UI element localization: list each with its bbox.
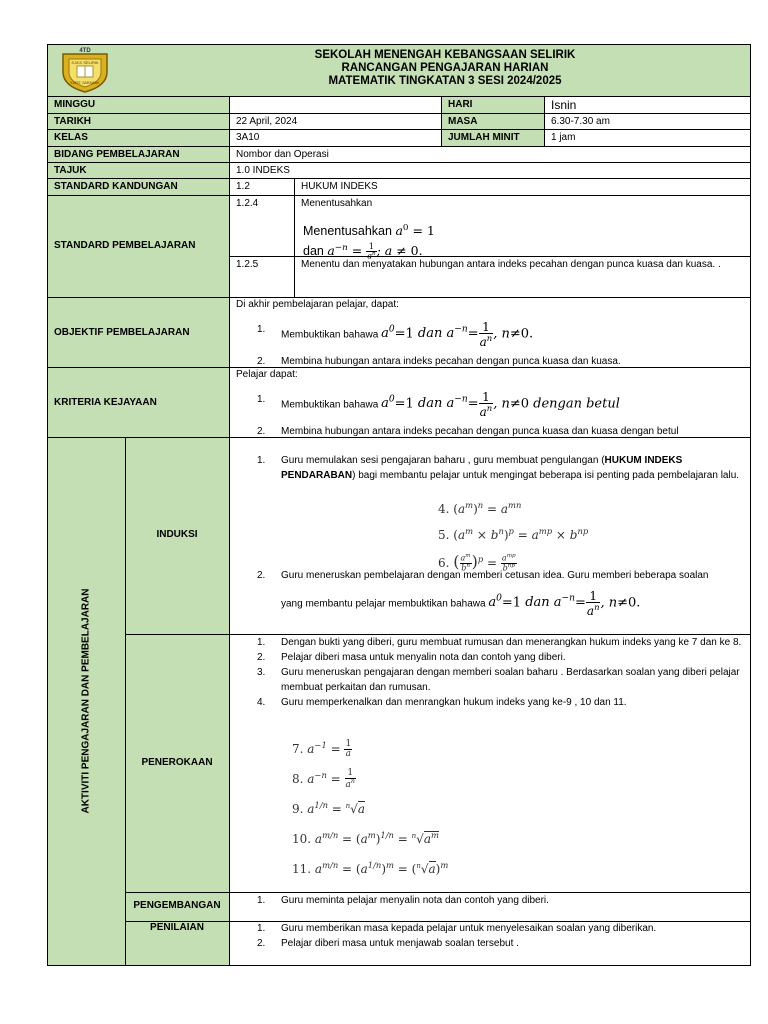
sp-formula-dan: dan [303,244,324,259]
penerokaan-list [233,635,745,710]
induksi-item-2: 2. Guru meneruskan pembelajaran dengan memberi cetusan idea. Guru memberi beberapa soalan [257,570,709,581]
penilaian-item: 2. Pelajar diberi masa untuk menjawab soalan tersebut . [257,938,519,949]
penerokaan-label: PENEROKAAN [141,757,213,768]
kelas-value: 3A10 [236,132,260,143]
header-line-2: RANCANGAN PENGAJARAN HARIAN [341,62,549,74]
masa-label: MASA [448,116,478,127]
induksi-content [233,453,748,483]
induksi-formulas: 4. $(a^m)^n = a^{mn}$ 5. $(a^m \times b^n)^p = a^{mp} \times b^{np}$ 6. ( $\frac{a^m}{b^n}$ )$^p$ = $\frac{a^{mp}}{b^{np}}$ [438,500,589,573]
penilaian-item: 1. Guru memberikan masa kepada pelajar untuk menyelesaikan soalan yang diberikan. [257,923,657,934]
induksi-content-2 [233,568,748,620]
kelas-label: KELAS [54,132,88,143]
standard-kandungan-code: 1.2 [236,181,250,192]
tarikh-value: 22 April, 2024 [236,116,298,127]
aktiviti-side-label: AKTIVITI PENGAJARAN DAN PEMBELAJARAN [80,588,92,814]
objektif-intro: Di akhir pembelajaran pelajar, dapat: [236,299,399,310]
kriteria-intro: Pelajar dapat: [236,369,298,380]
minggu-label: MINGGU [54,99,96,110]
kriteria-item-1: 1. Membuktikan bahawa $a^0=1$ dan $a^{-n}=$ $\frac{1}{a^n}$ , n≠0 dengan betul [257,390,620,420]
sp-formula-word: Menentusahkan [303,224,392,239]
pengembangan-list [233,893,745,908]
aktiviti-side-cell [48,437,124,965]
sp-text-2: Menentu dan menyatakan hubungan antara indeks pecahan dengan punca kuasa dan kuasa. . [301,259,721,270]
jumlah-minit-label: JUMLAH MINIT [448,132,520,143]
minggu-value [230,97,242,101]
penerokaan-item: 3. Guru meneruskan pengajaran dengan memberi soalan baharu . Berdasarkan soalan yang diberi pelajar membuat perkaitan dan rumusan. [257,667,740,693]
penerokaan-formulas: 7. $a^{-1}$ = $\frac{1}{a}$ 8. $a^{-n}$ = $\frac{1}{a^n}$ 9. $a^{1/n} = ^n√a$ 10. $a^{m/n} = (a^m)^{1/n} = ^n√a^m$ 11. $a^{m/n} = (a^{1/n})^m = (^n√a)^m$ [292,739,449,876]
page-title [160,49,730,88]
induksi-item-2-cont: yang membantu pelajar membuktikan bahawa $a^0=1$ dan $a^{-n}=$ $\frac{1}{a^n}$ , n≠0. [281,589,641,619]
bidang-value: Nombor dan Operasi [236,149,329,160]
school-logo [55,46,115,94]
penerokaan-item: 4. Guru memperkenalkan dan menrangkan hukum indeks yang ke-9 , 10 dan 11. [257,697,627,708]
objektif-label: OBJEKTIF PEMBELAJARAN [54,327,190,338]
induksi-label: INDUKSI [156,529,198,540]
bidang-label: BIDANG PEMBELAJARAN [54,149,180,160]
tarikh-label: TARIKH [54,116,92,127]
svg-text:S.M.K SELIRIK: S.M.K SELIRIK [71,60,99,65]
standard-pembelajaran-label: STANDARD PEMBELAJARAN [54,240,196,251]
hari-value: Isnin [551,98,577,112]
objektif-list [233,314,748,369]
penerokaan-item: 2. Pelajar diberi masa untuk menyalin nota dan contoh yang diberi. [257,652,566,663]
sp-code-1: 1.2.4 [236,198,259,209]
jumlah-minit-value: 1 jam [551,132,576,143]
pengembangan-item: 1. Guru meminta pelajar menyalin nota dan contoh yang diberi. [257,895,549,906]
masa-value: 6.30-7.30 am [551,116,610,127]
tajuk-value: 1.0 INDEKS [236,165,290,176]
penerokaan-item: 1. Dengan bukti yang diberi, guru membuat rumusan dan menerangkan hukum indeks yang ke 7 dan ke 8. [257,637,742,648]
objektif-item-2: 2. Membina hubungan antara indeks pecahan dengan punca kuasa dan kuasa. [257,356,621,368]
standard-kandungan-value: HUKUM INDEKS [301,181,378,192]
kriteria-label: KRITERIA KEJAYAAN [54,397,157,408]
kriteria-item-2: 2. Membina hubungan antara indeks pecahan dengan punca kuasa dan kuasa dengan betul [257,426,679,438]
standard-kandungan-label: STANDARD KANDUNGAN [54,181,178,192]
svg-text:KAPIT, SARAWAK: KAPIT, SARAWAK [70,81,100,85]
header-line-1: SEKOLAH MENENGAH KEBANGSAAN SELIRIK [314,49,576,61]
kriteria-list [233,384,748,439]
tajuk-label: TAJUK [54,165,87,176]
induksi-item-1: 1. Guru memulakan sesi pengajaran baharu , guru membuat pengulangan (HUKUM INDEKS PENDARABAN) bagi membantu pelajar untuk mengingat beberapa isi penting pada pembelajaran lalu. [257,455,740,481]
penilaian-label: PENILAIAN [150,922,204,933]
pengembangan-label: PENGEMBANGAN [133,900,221,911]
sp-text-1: Menentusahkan [301,198,373,209]
objektif-item-1: 1. Membuktikan bahawa $a^0=1$ dan $a^{-n}=$ $\frac{1}{a^n}$ , n≠0. [257,320,534,350]
sp-formula: Menentusahkan $a^0 = 1$ dan $a^{-n}$ = $\frac{1}{a^n}$ ; a ≠ 0. [303,223,435,261]
hari-label: HARI [448,99,473,110]
sp-code-2: 1.2.5 [236,259,259,270]
header-line-3: MATEMATIK TINGKATAN 3 SESI 2024/2025 [328,75,562,87]
svg-text:4TD: 4TD [79,48,91,54]
penilaian-list [233,921,745,951]
